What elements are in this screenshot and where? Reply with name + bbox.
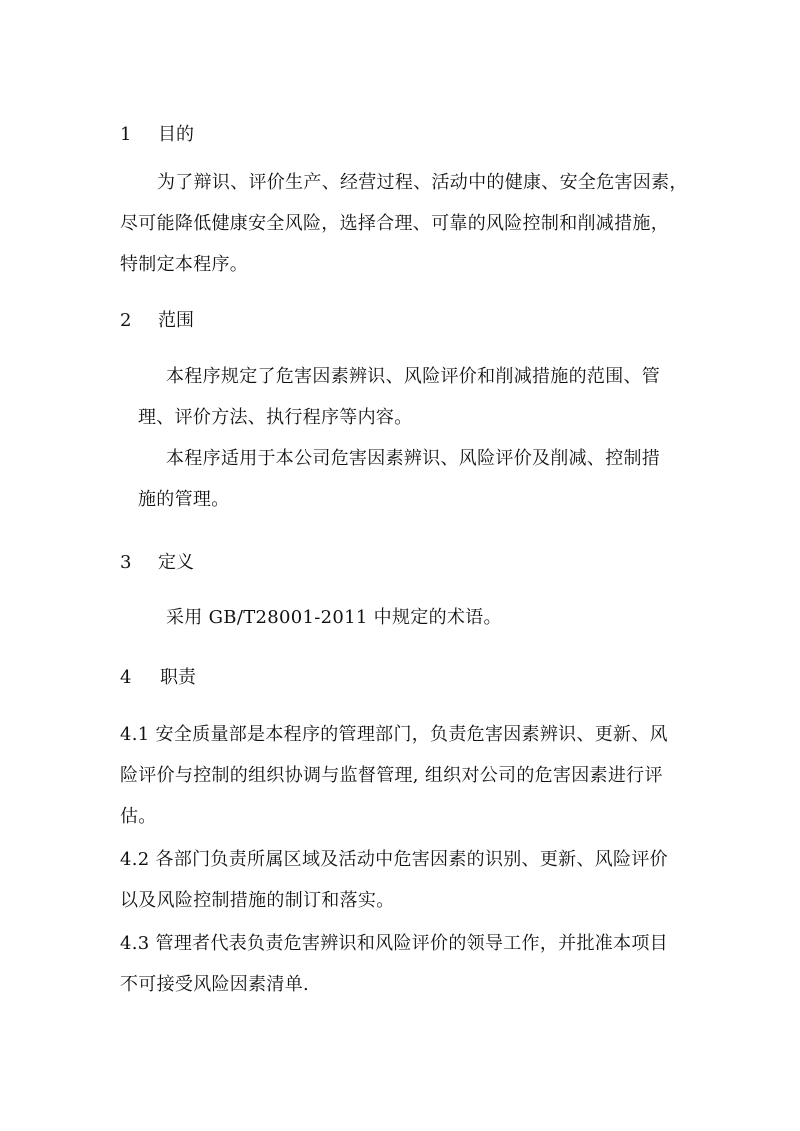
responsibility-item-4-1 (120, 714, 668, 837)
section-2-paragraph-1-continued (138, 397, 413, 438)
paragraph-line: 理、评价方法、执行程序等内容。 (138, 407, 413, 428)
section-number: 3 (120, 552, 132, 573)
section-4-heading (120, 665, 196, 691)
paragraph-line: 险评价与控制的组织协调与监督管理, 组织对公司的危害因素进行评 (120, 765, 663, 786)
responsibility-item-4-2 (120, 839, 668, 921)
section-3-paragraph (166, 597, 502, 638)
section-title: 职责 (160, 667, 196, 688)
section-2-paragraph-1 (166, 356, 660, 397)
section-number: 4 (120, 667, 132, 688)
section-number: 1 (120, 124, 132, 145)
section-2-paragraph-2-continued (138, 479, 230, 520)
section-title: 范围 (158, 310, 194, 331)
paragraph-line: 本程序适用于本公司危害因素辨识、风险评价及削减、控制措 (166, 448, 661, 469)
section-title: 目的 (158, 124, 194, 145)
paragraph-line: 特制定本程序。 (120, 254, 249, 275)
paragraph-line: 不可接受风险因素清单. (120, 974, 310, 995)
paragraph-line: 以及风险控制措施的制订和落实。 (120, 890, 395, 911)
paragraph-line: 估。 (120, 806, 157, 827)
paragraph-line: 施的管理。 (138, 489, 230, 510)
paragraph-line: 尽可能降低健康安全风险，选择合理、可靠的风险控制和削减措施， (120, 213, 669, 234)
responsibility-item-4-3 (120, 923, 668, 1005)
paragraph-line: 4.1 安全质量部是本程序的管理部门，负责危害因素辨识、更新、风 (120, 724, 668, 745)
paragraph-line: 4.2 各部门负责所属区域及活动中危害因素的识别、更新、风险评价 (120, 849, 668, 870)
paragraph-line: 为了辩识、评价生产、经营过程、活动中的健康、安全危害因素， (157, 172, 688, 193)
section-3-heading (120, 550, 194, 576)
section-2-heading (120, 308, 194, 334)
paragraph-line: 4.3 管理者代表负责危害辨识和风险评价的领导工作，并批准本项目 (120, 933, 668, 954)
paragraph-line: 本程序规定了危害因素辨识、风险评价和削减措施的范围、管 (166, 366, 661, 387)
section-2-paragraph-2 (166, 438, 660, 479)
section-1-paragraph-continued (120, 203, 669, 285)
section-number: 2 (120, 310, 132, 331)
paragraph-line: 采用 GB/T28001-2011 中规定的术语。 (166, 607, 502, 628)
section-1-heading (120, 122, 194, 148)
section-1-paragraph (157, 162, 688, 203)
section-title: 定义 (158, 552, 194, 573)
